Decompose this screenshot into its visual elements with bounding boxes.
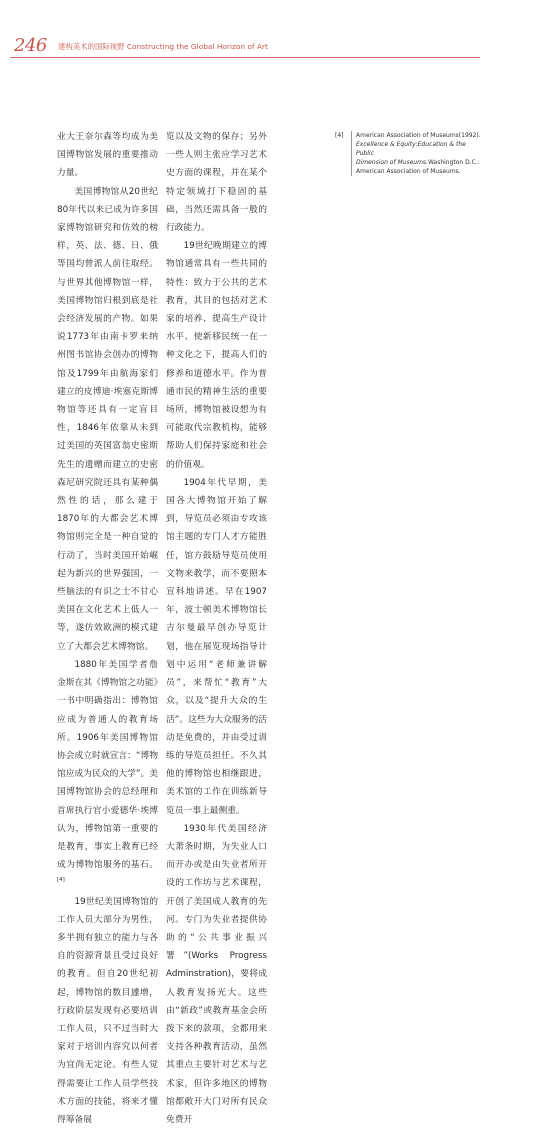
paragraph [166,474,267,820]
footnote-body [356,131,485,176]
page-number: 246 [14,35,47,56]
footnote-line-tail: Washington D.C.: [427,159,480,166]
paragraph [57,656,158,893]
footnote-line-text: American Association of Museums. [356,168,461,175]
footnote-line-text: American Association of Museums(1992). [356,132,481,139]
text-column-left [57,128,158,1129]
footnote-divider [351,131,352,176]
footnote [335,131,485,176]
paragraph [166,820,267,1129]
paragraph [57,183,158,656]
paragraph-text: 业大王奈尔森等均成为美国博物馆发展的重要推动力量。 [57,132,158,179]
paragraph-text: 19世纪美国博物馆的工作人员大部分为男性，多半拥有独立的能力与各自的资源背景且受过良好的教育。但自20世纪初起，博物馆的数目遽增，行政阶层发现有必要培训工作人员，只不过当时大家对于培训内容究以何者为宜尚无定论。有些人觉得需要让工作人员学些技术方面的技能，将来才懂得筹备展 [57,896,158,1125]
paragraph [166,128,267,237]
footnote-line [356,158,485,167]
footnote-line [356,140,485,158]
paragraph-text: 1880年美国学者詹金斯在其《博物馆之功能》一书中明确指出：博物馆应成为普通人的教育场所。1906年美国博物馆协会成立时就宣言：“博物馆应成为民众的大学”。美国博物馆协会的总经理和首席执行官小爱德华·埃博认为，博物馆第一重要的是教育，事实上教育已经成为博物馆服务的基石。 [57,659,158,871]
paragraph-text: 1904年代早期，美国各大博物馆开始了解到，导览员必须由专攻该馆主题的专门人才方能胜任，馆方鼓励导览员使用文物来教学，而不要照本宣科地讲述。早在1907年，波士顿美术博物馆长吉尔曼最早创办导览计划，他在展览现场指导计划中运用“老师兼讲解员”，来帮忙“教育”大众，以及“提升大众的生活”。这些为大众服务的活动是免费的，并由受过训练的导览员担任。不久其他的博物馆也相继跟进，美术馆的工作在训练新导览员一事上最侧重。 [166,477,267,816]
paragraph [57,128,158,183]
text-column-right [166,128,267,1129]
footnote-line [356,167,485,176]
footnote-line [356,131,485,140]
footnote-line-text: Dimension of Museums. [356,159,428,166]
running-title: 建构美术的国际视野 Constructing the Global Horizon of Art [58,42,268,51]
footnote-reference[interactable]: [4] [57,877,65,884]
footnote-marker: [4] [335,132,344,139]
paragraph-text: 19世纪晚期建立的博物馆通常具有一些共同的特性：致力于公共的艺术教育，其目的包括对艺术家的培养、提高生产设计水平、使新移民统一在一种文化之下，提高人们的修养和道德水平。作为普通市民的精神生活的重要场所，博物馆被设想为有可能取代宗教机构，能够帮助人们保持家庭和社会的价值观。 [166,241,267,470]
paragraph-text: 1930年代美国经济大萧条时期，为失业人口而开办或是由失业者所开设的工作坊与艺术课程，开创了美国成人教育的先河。专门为失业者提供协助的“公共事业振兴署”(Works Progress Adminstration)，要将成人教育发扬光大。这些由“新政”或教育基金会所拨下来的款项，全都用来支持各种教育活动，虽然其重点主要针对艺术与艺术家，但许多地区的博物馆都敞开大门对所有民众免费开 [166,823,267,1125]
paragraph [57,893,158,1129]
paragraph [166,237,267,474]
footnote-line-text: Excellence & Equity:Education & the Public [356,141,466,157]
paragraph-text: 美国博物馆从20世纪80年代以来已成为许多国家博物馆研究和仿效的榜样，英、法、德、日、俄等国均曾派人前往取经。与世界其他博物馆一样，美国博物馆归根到底是社会经济发展的产物。如果说1773年由南卡罗来纳州图书馆协会创办的博物馆及1799年由航海家们建立的皮博迪·埃塞克斯博物馆等还具有一定盲目性，1846年依靠从未到过美国的英国富翁史密斯先生的遗赠而建立的史密森尼研究院还具有某种偶然性的话，那么建于1870年的大都会艺术博物馆则完全是一种自觉的行动了，当时美国开始崛起为新兴的世界强国，一些脑法的有识之士不甘心美国在文化艺术上低人一等，遂仿效欧洲的模式建立了大都会艺术博物馆。 [57,186,158,652]
paragraph-text: 览以及文物的保存；另外一些人则主张应学习艺术史方面的课程，并在某个特定领域打下稳固的基础，当然还需具备一般的行政能力。 [166,132,267,234]
